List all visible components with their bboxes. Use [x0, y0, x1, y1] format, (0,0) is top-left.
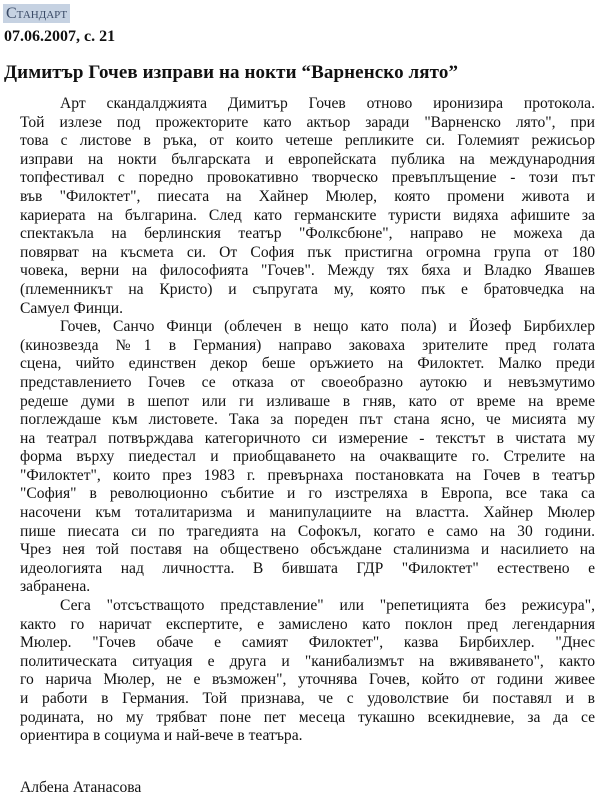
text-line: Сега "отсъстващото представление" или "репетицията без режисура", — [60, 597, 595, 615]
text-line: политическата ситуация е друга и "канибализмът на вживяването", както — [20, 652, 595, 670]
text-line: ориентира в социума и най-вече в театъра. — [20, 727, 303, 745]
text-line: топфестивал с поредно провокативно творческо превъплъщение - този път — [20, 169, 595, 187]
text-line: на театрал потвърждава категоричното си измерение - текстът в чистата му — [20, 429, 595, 447]
text-line: във "Филоктет", пиесата на Хайнер Мюлер, която промени живота и — [20, 187, 595, 205]
text-line: Арт скандалджията Димитър Гочев отново иронизира протокола. — [60, 95, 595, 112]
text-line: човека, верни на философията "Гочев". Между тях бяха и Владко Явашев — [20, 262, 595, 280]
text-line: повярват на късмета си. От София пък пристигна огромна група от 180 — [20, 243, 595, 261]
publication-name: Стандарт — [3, 4, 70, 23]
text-line: Мюлер. "Гочев обаче е самият Филоктет", казва Бирбихлер. "Днес — [20, 634, 595, 652]
text-line: това с листове в ръка, от които четеше репликите си. Големият режисьор — [20, 132, 595, 150]
text-line: и работи в Германия. Той признава, че с удоволствие би поставял и в — [20, 690, 595, 707]
text-line: идеологията над личността. В бившата ГДР "Филоктет" естествено е — [20, 559, 595, 577]
text-line: спектакъла на берлинския театър "Фолксбюне", направо не можеха да — [20, 225, 595, 243]
text-line: Той излезе под прожекторите като актьор заради "Варненско лято", при — [20, 113, 595, 131]
text-line: Чрез нея той поставя на обществено обсъждане сталинизма и насилието на — [20, 541, 595, 559]
paragraph — [20, 95, 595, 318]
text-line: редеше думи в шепот или ги изливаше в гняв, като от време на време — [20, 392, 595, 410]
text-line: изправи на нокти българската и европейската публика на международния — [20, 150, 595, 168]
text-line: представлението Гочев се отказа от своеобразно аутокю и невъзмутимо — [20, 373, 595, 391]
text-line: пише пиесата си по трагедията на Софокъл, когато е само на 30 години. — [20, 522, 595, 540]
text-line: Самуел Финци. — [20, 299, 123, 317]
paragraph — [20, 597, 595, 746]
article-title: Димитър Гочев изправи на нокти “Варненско лято” — [4, 62, 459, 83]
article-body — [20, 95, 595, 746]
text-line: насочени към тоталитаризма и манипулациите на властта. Хайнер Мюлер — [20, 504, 595, 522]
text-line: (кинозвезда №1 в Германия) направо заковаха зрителите пред голата — [20, 336, 595, 354]
article-author: Албена Атанасова — [20, 779, 142, 796]
text-line: поглеждаше към листовете. Така за пореден път стана ясно, че мисията му — [20, 411, 595, 429]
text-line: го нарича Мюлер, не е възможен", уточнява Гочев, който от години живее — [20, 671, 595, 689]
text-line: (племенникът на Кристо) и съпругата му, която пък е братовчедка на — [20, 280, 595, 298]
publication-date: 07.06.2007, с. 21 — [4, 28, 116, 45]
text-line: забранена. — [20, 578, 91, 596]
text-line: сцена, чийто единствен декор беше оръжието на Филоктет. Малко преди — [20, 355, 595, 373]
text-line: "София" в революционно събитие и го изстреляха в Европа, все така са — [20, 485, 595, 503]
text-line: както го наричат експертите, е замислено като поклон пред легендарния — [20, 615, 595, 633]
text-line: Гочев, Санчо Финци (облечен в нещо като пола) и Йозеф Бирбихлер — [60, 318, 595, 336]
text-line: родината, но му трябват поне пет месеца тукашно всекидневие, за да се — [20, 708, 595, 726]
paragraph — [20, 318, 595, 597]
text-line: кариерата на българина. След като германските туристи видяха афишите за — [20, 206, 595, 224]
text-line: "Филоктет", които през 1983 г. превърнаха постановката на Гочев в театър — [20, 466, 595, 484]
text-line: форма върху пиедестал и приобщаването на очакващите го. Стрелите на — [20, 448, 595, 466]
